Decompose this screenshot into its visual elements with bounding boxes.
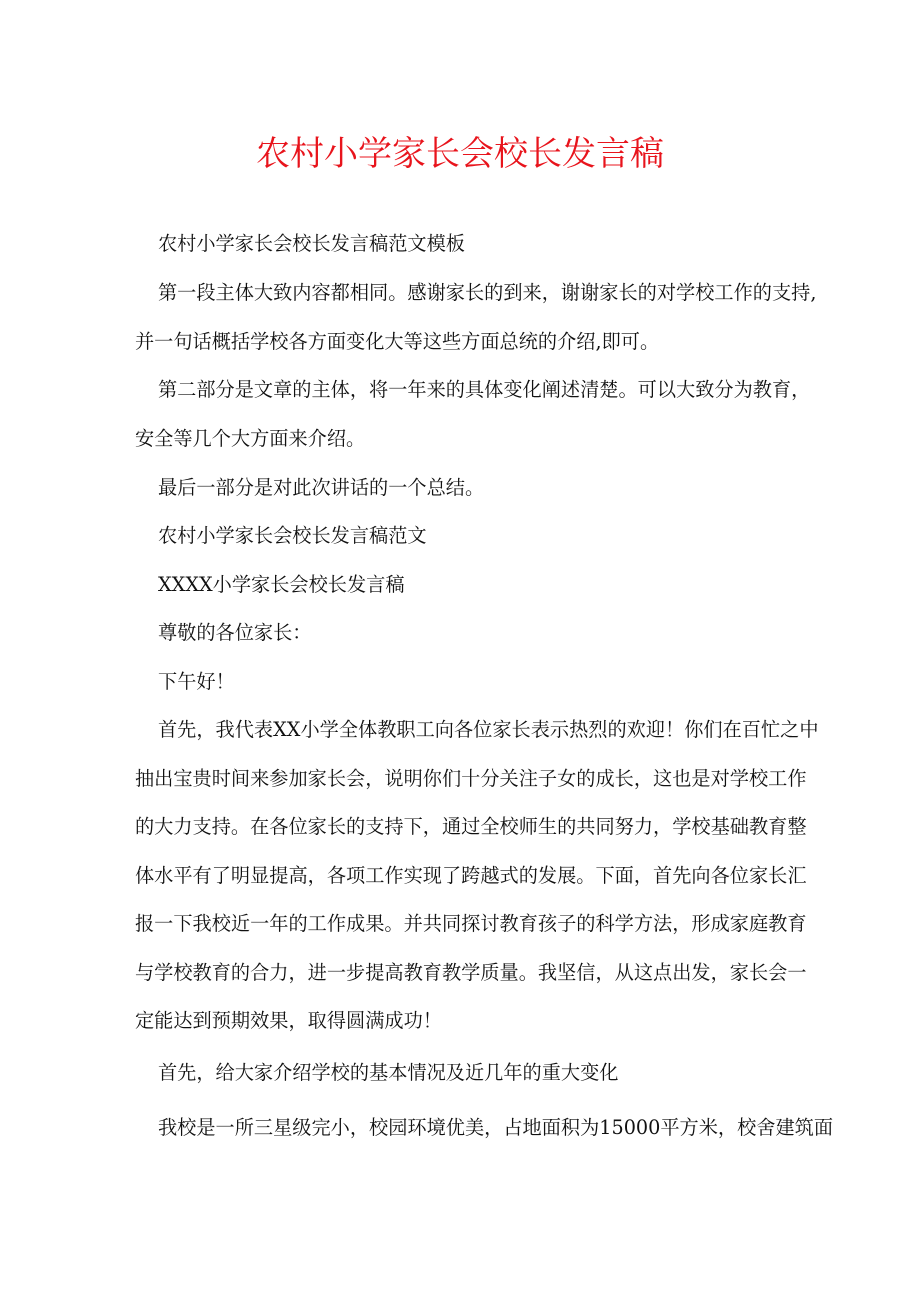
paragraph-line: 抽出宝贵时间来参加家长会，说明你们十分关注子女的成长，这也是对学校工作	[135, 767, 807, 790]
paragraph-line: 定能达到预期效果，取得圆满成功！	[135, 1009, 442, 1032]
paragraph-line: 安全等几个大方面来介绍。	[135, 427, 366, 450]
paragraph-line: 与学校教育的合力，进一步提高教育教学质量。我坚信，从这点出发，家长会一	[135, 961, 807, 984]
paragraph-line: 首先，我代表XX小学全体教职工向各位家长表示热烈的欢迎！你们在百忙之中	[158, 718, 819, 741]
paragraph-line: 我校是一所三星级完小，校园环境优美，占地面积为15000平方米，校舍建筑面	[158, 1116, 834, 1139]
paragraph-line: 首先，给大家介绍学校的基本情况及近几年的重大变化	[158, 1061, 619, 1084]
paragraph-line: 体水平有了明显提高，各项工作实现了跨越式的发展。下面，首先向各位家长汇	[135, 864, 807, 887]
document-title: 农村小学家长会校长发言稿	[256, 134, 664, 174]
paragraph-line: 农村小学家长会校长发言稿范文	[158, 524, 427, 547]
paragraph-line: 最后一部分是对此次讲话的一个总结。	[158, 476, 485, 499]
paragraph-line: XXXX小学家长会校长发言稿	[158, 573, 405, 596]
salutation-line: 尊敬的各位家长：	[158, 621, 312, 644]
greeting-line: 下午好！	[158, 670, 235, 693]
paragraph-line: 的大力支持。在各位家长的支持下，通过全校师生的共同努力，学校基础教育整	[135, 815, 807, 838]
paragraph-line: 农村小学家长会校长发言稿范文模板	[158, 232, 465, 255]
paragraph-line: 报一下我校近一年的工作成果。并共同探讨教育孩子的科学方法，形成家庭教育	[135, 912, 807, 935]
paragraph-line: 第一段主体大致内容都相同。感谢家长的到来，谢谢家长的对学校工作的支持,	[158, 281, 817, 304]
paragraph-line: 第二部分是文章的主体，将一年来的具体变化阐述清楚。可以大致分为教育，	[158, 378, 811, 401]
paragraph-line: 并一句话概括学校各方面变化大等这些方面总统的介绍,即可。	[135, 330, 660, 353]
